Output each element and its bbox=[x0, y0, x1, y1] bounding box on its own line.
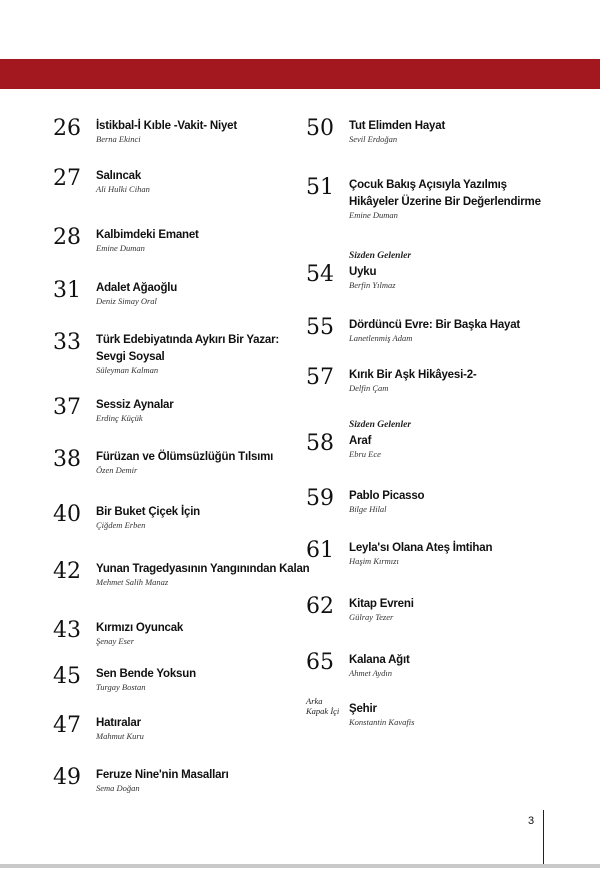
entry-title: Çocuk Bakış Açısıyla Yazılmış bbox=[349, 179, 507, 191]
entry-title: Şehir bbox=[349, 703, 377, 715]
header-band bbox=[0, 59, 600, 89]
entry-author: Delfin Çam bbox=[349, 383, 389, 393]
entry-author: Ahmet Aydın bbox=[349, 668, 393, 678]
entry-author: Deniz Simay Oral bbox=[96, 296, 157, 306]
entry-author: Ali Hulki Cihan bbox=[96, 184, 150, 194]
entry-page-number: 62 bbox=[306, 594, 334, 619]
entry-page-number: 45 bbox=[53, 664, 81, 689]
entry-title: Kırmızı Oyuncak bbox=[96, 622, 184, 634]
entry-author: Süleyman Kalman bbox=[96, 365, 159, 375]
entry-title: Adalet Ağaoğlu bbox=[96, 282, 178, 294]
bottom-rule bbox=[0, 864, 600, 868]
entry-author: Berfin Yılmaz bbox=[349, 280, 396, 290]
entry-page-number: 26 bbox=[53, 116, 81, 141]
entry-page-number: 37 bbox=[53, 395, 81, 420]
entry-author: Mahmut Kuru bbox=[96, 731, 144, 741]
entry-author: Mehmet Salih Manaz bbox=[96, 577, 169, 587]
entry-author: Sevil Erdoğan bbox=[349, 134, 398, 144]
entry-title: Hikâyeler Üzerine Bir Değerlendirme bbox=[349, 196, 541, 208]
entry-title: Sevgi Soysal bbox=[96, 351, 165, 363]
entry-title: Fürüzan ve Ölümsüzlüğün Tılsımı bbox=[96, 451, 274, 463]
entry-title: Araf bbox=[349, 435, 372, 447]
entry-page-number: 57 bbox=[306, 365, 334, 390]
entry-author: Bilge Hilal bbox=[349, 504, 387, 514]
entry-title: Uyku bbox=[349, 266, 377, 278]
entry-page-number: 33 bbox=[53, 330, 81, 355]
entry-page-number: 38 bbox=[53, 447, 81, 472]
entry-author: Konstantin Kavafis bbox=[349, 717, 415, 727]
entry-page-number: 28 bbox=[53, 225, 81, 250]
entry-page-number: 43 bbox=[53, 618, 81, 643]
entry-page-number: 59 bbox=[306, 486, 334, 511]
entry-title: Tut Elimden Hayat bbox=[349, 120, 446, 132]
entry-page-number: 31 bbox=[53, 278, 81, 303]
entry-page-number: 54 bbox=[306, 262, 334, 287]
entry-page-number: 50 bbox=[306, 116, 334, 141]
entry-author: Emine Duman bbox=[96, 243, 145, 253]
entry-title: Hatıralar bbox=[96, 717, 141, 729]
entry-page-number: 49 bbox=[53, 765, 81, 790]
entry-page-number: 55 bbox=[306, 315, 334, 340]
entry-title: Kitap Evreni bbox=[349, 598, 414, 610]
entry-page-number: 51 bbox=[306, 175, 334, 200]
entry-title: Bir Buket Çiçek İçin bbox=[96, 506, 201, 518]
entry-page-number: 65 bbox=[306, 650, 334, 675]
entry-author: Emine Duman bbox=[349, 210, 398, 220]
entry-title: Leyla'sı Olana Ateş İmtihan bbox=[349, 542, 493, 554]
page-divider bbox=[543, 810, 544, 865]
entry-title: Sessiz Aynalar bbox=[96, 399, 174, 411]
entry-author: Çiğdem Erben bbox=[96, 520, 146, 530]
entry-page-number: 58 bbox=[306, 431, 334, 456]
entry-title: Kalana Ağıt bbox=[349, 654, 410, 666]
entry-author: Ebru Ece bbox=[349, 449, 381, 459]
entry-title: Türk Edebiyatında Aykırı Bir Yazar: bbox=[96, 334, 280, 346]
section-label: Sizden Gelenler bbox=[349, 251, 412, 261]
entry-author: Şenay Eser bbox=[96, 636, 135, 646]
entry-author: Özen Demir bbox=[96, 465, 138, 475]
entry-page-number: 47 bbox=[53, 713, 81, 738]
back-cover-note: Arka bbox=[306, 696, 323, 706]
entry-author: Sema Doğan bbox=[96, 783, 140, 793]
entry-title: Dördüncü Evre: Bir Başka Hayat bbox=[349, 319, 521, 331]
entry-page-number: 40 bbox=[53, 502, 81, 527]
entry-title: Feruze Nine'nin Masalları bbox=[96, 769, 229, 781]
back-cover-note: Kapak İçi bbox=[306, 706, 340, 716]
entry-title: Kırık Bir Aşk Hikâyesi-2- bbox=[349, 369, 477, 381]
entry-author: Erdinç Küçük bbox=[96, 413, 143, 423]
entry-author: Haşim Kırmızı bbox=[349, 556, 399, 566]
entry-page-number: 27 bbox=[53, 166, 81, 191]
entry-author: Turgay Bostan bbox=[96, 682, 146, 692]
entry-author: Gülray Tezer bbox=[349, 612, 394, 622]
entry-author: Berna Ekinci bbox=[96, 134, 141, 144]
entry-title: Salıncak bbox=[96, 170, 142, 182]
entry-title: İstikbal-İ Kıble -Vakit- Niyet bbox=[96, 120, 237, 132]
entry-title: Pablo Picasso bbox=[349, 490, 425, 502]
page-number: 3 bbox=[528, 815, 535, 827]
entry-title: Sen Bende Yoksun bbox=[96, 668, 196, 680]
entry-author: Lanetlenmiş Adam bbox=[349, 333, 413, 343]
entry-title: Yunan Tragedyasının Yangınından Kalan bbox=[96, 563, 310, 575]
entry-title: Kalbimdeki Emanet bbox=[96, 229, 199, 241]
entry-page-number: 42 bbox=[53, 559, 81, 584]
entry-page-number: 61 bbox=[306, 538, 334, 563]
section-label: Sizden Gelenler bbox=[349, 420, 412, 430]
